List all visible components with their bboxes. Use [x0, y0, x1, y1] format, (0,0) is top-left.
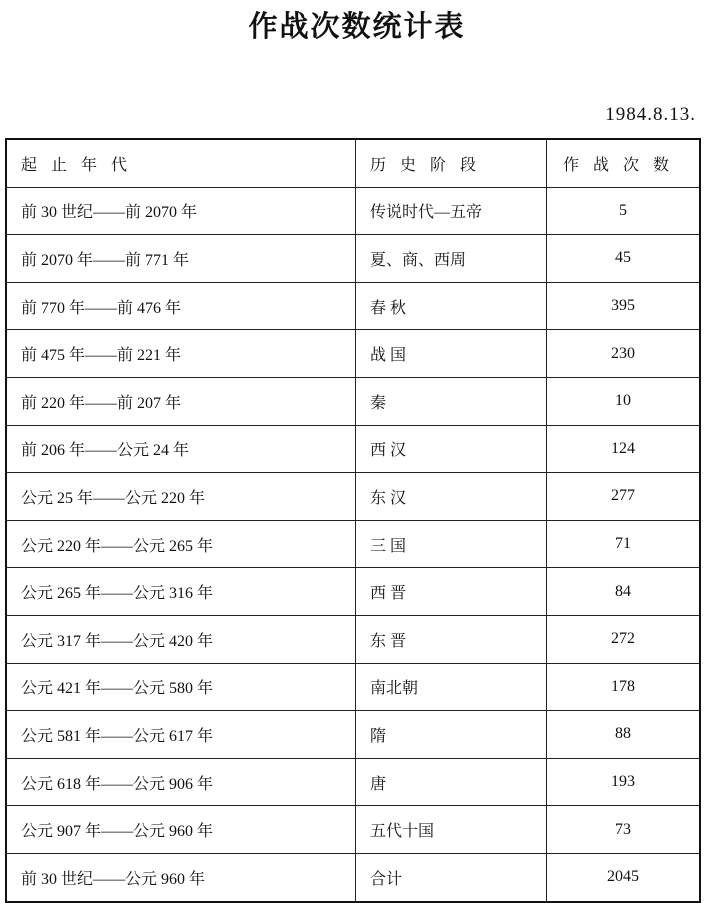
period-cell: 公元 581 年——公元 617 年	[6, 711, 356, 759]
header-stage	[356, 139, 547, 187]
stage-cell: 秦	[356, 377, 547, 425]
count-cell: 395	[547, 282, 701, 330]
count-cell: 277	[547, 473, 701, 521]
table-header-row	[6, 139, 700, 187]
count-cell: 272	[547, 615, 701, 663]
table-row	[6, 663, 700, 711]
period-cell: 公元 907 年——公元 960 年	[6, 806, 356, 854]
table-row	[6, 377, 700, 425]
count-cell: 45	[547, 235, 701, 283]
count-cell: 5	[547, 187, 701, 235]
period-cell: 公元 265 年——公元 316 年	[6, 568, 356, 616]
period-cell: 前 475 年——前 221 年	[6, 330, 356, 378]
header-count	[547, 139, 701, 187]
period-cell: 公元 421 年——公元 580 年	[6, 663, 356, 711]
count-cell: 193	[547, 758, 701, 806]
period-cell: 前 2070 年——前 771 年	[6, 235, 356, 283]
total-row	[6, 853, 700, 901]
period-cell: 公元 618 年——公元 906 年	[6, 758, 356, 806]
count-cell: 10	[547, 377, 701, 425]
period-cell: 公元 25 年——公元 220 年	[6, 473, 356, 521]
period-cell: 前 30 世纪——前 2070 年	[6, 187, 356, 235]
period-cell: 公元 317 年——公元 420 年	[6, 615, 356, 663]
stage-cell: 隋	[356, 711, 547, 759]
header-count-label: 作战次数	[562, 156, 683, 174]
stage-cell: 西 晋	[356, 568, 547, 616]
period-cell: 前 220 年——前 207 年	[6, 377, 356, 425]
stage-cell: 合计	[356, 853, 547, 901]
count-cell: 84	[547, 568, 701, 616]
count-cell: 2045	[547, 853, 701, 901]
stage-cell: 战 国	[356, 330, 547, 378]
table-row	[6, 758, 700, 806]
header-stage-label: 历史阶段	[370, 156, 491, 174]
table-row	[6, 568, 700, 616]
stage-cell: 春 秋	[356, 282, 547, 330]
stage-cell: 五代十国	[356, 806, 547, 854]
stage-cell: 南北朝	[356, 663, 547, 711]
count-cell: 124	[547, 425, 701, 473]
table-row	[6, 520, 700, 568]
stage-cell: 东 汉	[356, 473, 547, 521]
table-row	[6, 806, 700, 854]
table-row	[6, 330, 700, 378]
table-row	[6, 235, 700, 283]
stage-cell: 三 国	[356, 520, 547, 568]
stage-cell: 西 汉	[356, 425, 547, 473]
count-cell: 230	[547, 330, 701, 378]
table-row	[6, 425, 700, 473]
stage-cell: 唐	[356, 758, 547, 806]
battle-count-table	[5, 138, 701, 903]
period-cell: 前 30 世纪——公元 960 年	[6, 853, 356, 901]
header-period-label: 起止年代	[21, 156, 142, 174]
stage-cell: 东 晋	[356, 615, 547, 663]
stage-cell: 夏、商、西周	[356, 235, 547, 283]
table-row	[6, 187, 700, 235]
table-row	[6, 615, 700, 663]
count-cell: 71	[547, 520, 701, 568]
table-row	[6, 282, 700, 330]
count-cell: 178	[547, 663, 701, 711]
header-period	[6, 139, 356, 187]
table-row	[6, 711, 700, 759]
stage-cell: 传说时代—五帝	[356, 187, 547, 235]
period-cell: 公元 220 年——公元 265 年	[6, 520, 356, 568]
page-title: 作战次数统计表	[248, 9, 466, 43]
table-row	[6, 473, 700, 521]
count-cell: 88	[547, 711, 701, 759]
count-cell: 73	[547, 806, 701, 854]
period-cell: 前 770 年——前 476 年	[6, 282, 356, 330]
document-date: 1984.8.13.	[605, 104, 696, 125]
period-cell: 前 206 年——公元 24 年	[6, 425, 356, 473]
